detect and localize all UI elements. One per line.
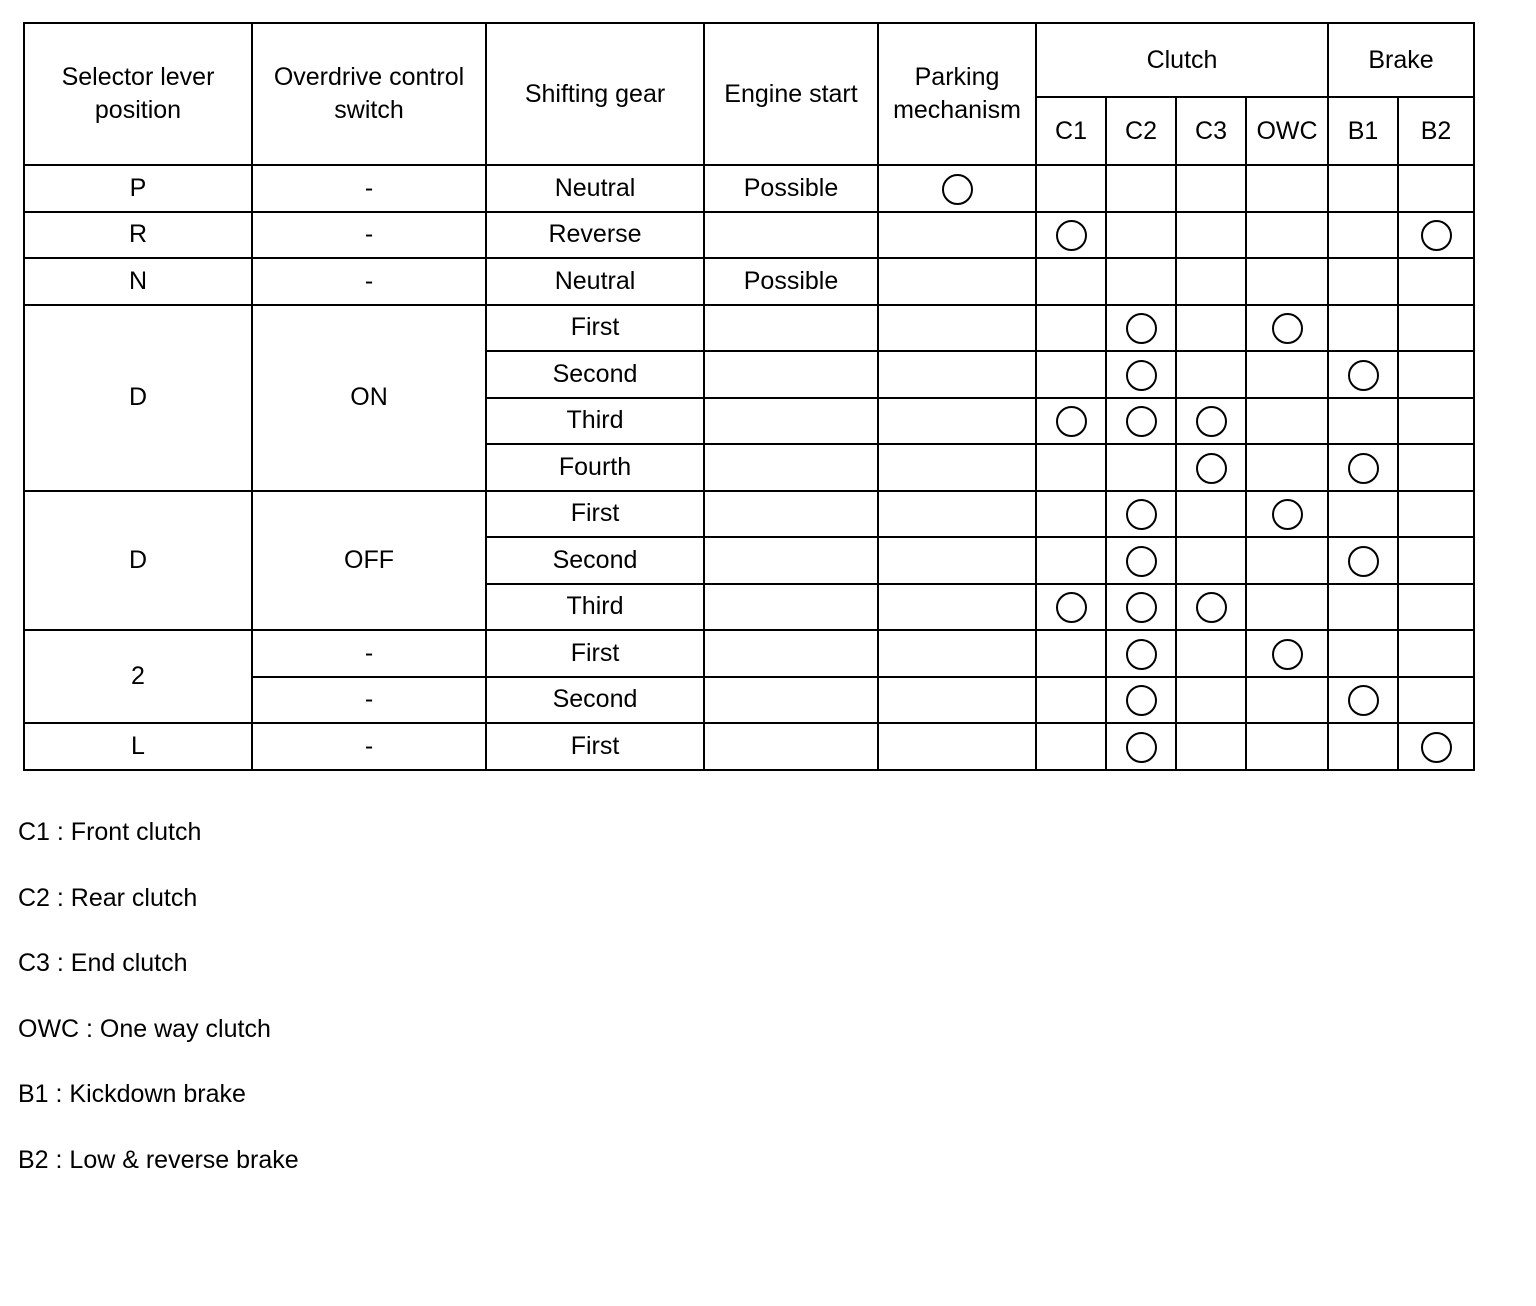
engaged-circle-mark: [1056, 406, 1087, 437]
mark-cell-c1: [1036, 444, 1106, 491]
shifting-gear-cell: Neutral: [486, 258, 704, 305]
parking-mechanism-cell: [878, 351, 1036, 398]
header-engine-start: Engine start: [704, 23, 878, 165]
header-owc: OWC: [1246, 97, 1328, 165]
header-parking-mechanism: Parking mechanism: [878, 23, 1036, 165]
overdrive-switch-cell: -: [252, 630, 486, 677]
engine-start-cell: Possible: [704, 258, 878, 305]
mark-cell-c3: [1176, 351, 1246, 398]
mark-cell-b2: [1398, 305, 1474, 352]
header-c2: C2: [1106, 97, 1176, 165]
mark-cell-c2: [1106, 491, 1176, 538]
mark-cell-c2: [1106, 677, 1176, 724]
mark-cell-b2: [1398, 723, 1474, 770]
overdrive-switch-cell: -: [252, 258, 486, 305]
selector-position-cell: N: [24, 258, 252, 305]
engaged-circle-mark: [1272, 499, 1303, 530]
mark-cell-c2: [1106, 444, 1176, 491]
mark-cell-c3: [1176, 165, 1246, 212]
mark-cell-c3: [1176, 723, 1246, 770]
overdrive-switch-cell: ON: [252, 305, 486, 491]
mark-cell-c3: [1176, 398, 1246, 445]
table-row: [24, 491, 1474, 538]
mark-cell-b1: [1328, 351, 1398, 398]
engaged-circle-mark: [1126, 546, 1157, 577]
selector-position-cell: D: [24, 491, 252, 631]
engaged-circle-mark: [1421, 220, 1452, 251]
mark-cell-c2: [1106, 305, 1176, 352]
mark-cell-owc: [1246, 584, 1328, 631]
header-clutch: Clutch: [1036, 23, 1328, 97]
engaged-circle-mark: [1056, 592, 1087, 623]
mark-cell-c1: [1036, 212, 1106, 259]
engine-start-cell: [704, 305, 878, 352]
engine-start-cell: Possible: [704, 165, 878, 212]
parking-mechanism-cell: [878, 677, 1036, 724]
parking-mechanism-cell: [878, 491, 1036, 538]
mark-cell-c1: [1036, 630, 1106, 677]
shifting-gear-cell: Third: [486, 398, 704, 445]
overdrive-switch-cell: -: [252, 212, 486, 259]
mark-cell-c3: [1176, 537, 1246, 584]
table-row: [24, 258, 1474, 305]
shifting-gear-cell: Third: [486, 584, 704, 631]
engine-start-cell: [704, 677, 878, 724]
mark-cell-c3: [1176, 258, 1246, 305]
engaged-circle-mark: [1196, 592, 1227, 623]
mark-cell-b1: [1328, 258, 1398, 305]
overdrive-switch-cell: OFF: [252, 491, 486, 631]
mark-cell-b2: [1398, 258, 1474, 305]
engine-start-cell: [704, 584, 878, 631]
mark-cell-b2: [1398, 677, 1474, 724]
legend-item-c1: C1 : Front clutch: [18, 818, 202, 846]
mark-cell-c1: [1036, 723, 1106, 770]
engine-start-cell: [704, 630, 878, 677]
mark-cell-b1: [1328, 630, 1398, 677]
mark-cell-owc: [1246, 537, 1328, 584]
overdrive-switch-cell: -: [252, 723, 486, 770]
engaged-circle-mark: [1126, 639, 1157, 670]
mark-cell-b2: [1398, 212, 1474, 259]
parking-mechanism-cell: [878, 398, 1036, 445]
legend-item-owc: OWC : One way clutch: [18, 1014, 271, 1043]
shifting-gear-cell: Second: [486, 537, 704, 584]
table-body: [24, 165, 1474, 770]
mark-cell-owc: [1246, 398, 1328, 445]
legend-item-c3: C3 : End clutch: [18, 949, 188, 977]
header-b2: B2: [1398, 97, 1474, 165]
mark-cell-c2: [1106, 584, 1176, 631]
mark-cell-b1: [1328, 212, 1398, 259]
mark-cell-c2: [1106, 258, 1176, 305]
engaged-circle-mark: [1272, 639, 1303, 670]
mark-cell-owc: [1246, 677, 1328, 724]
selector-position-cell: D: [24, 305, 252, 491]
mark-cell-c1: [1036, 305, 1106, 352]
header-b1: B1: [1328, 97, 1398, 165]
engaged-circle-mark: [1348, 453, 1379, 484]
engine-start-cell: [704, 491, 878, 538]
legend-item-c2: C2 : Rear clutch: [18, 883, 198, 912]
mark-cell-b1: [1328, 444, 1398, 491]
selector-position-cell: P: [24, 165, 252, 212]
engaged-circle-mark: [1348, 685, 1379, 716]
selector-position-cell: 2: [24, 630, 252, 723]
table-row: [24, 212, 1474, 259]
mark-cell-c3: [1176, 212, 1246, 259]
parking-mechanism-cell: [878, 723, 1036, 770]
mark-cell-b2: [1398, 491, 1474, 538]
selector-position-cell: L: [24, 723, 252, 770]
mark-cell-b1: [1328, 537, 1398, 584]
shifting-gear-cell: Second: [486, 677, 704, 724]
mark-cell-owc: [1246, 258, 1328, 305]
overdrive-switch-cell: -: [252, 165, 486, 212]
mark-cell-c3: [1176, 630, 1246, 677]
engine-start-cell: [704, 537, 878, 584]
mark-cell-owc: [1246, 165, 1328, 212]
table-row: [24, 723, 1474, 770]
mark-cell-b1: [1328, 677, 1398, 724]
overdrive-switch-cell: -: [252, 677, 486, 724]
mark-cell-c2: [1106, 165, 1176, 212]
selector-position-cell: R: [24, 212, 252, 259]
legend-list: [18, 815, 299, 1208]
legend-item-b1: B1 : Kickdown brake: [18, 1080, 246, 1108]
mark-cell-c3: [1176, 444, 1246, 491]
mark-cell-b1: [1328, 584, 1398, 631]
mark-cell-c3: [1176, 491, 1246, 538]
engaged-circle-mark: [1126, 499, 1157, 530]
engaged-circle-mark: [1126, 732, 1157, 763]
mark-cell-owc: [1246, 630, 1328, 677]
mark-cell-b1: [1328, 723, 1398, 770]
mark-cell-owc: [1246, 491, 1328, 538]
mark-cell-b1: [1328, 398, 1398, 445]
table-row: [24, 165, 1474, 212]
shifting-gear-cell: Second: [486, 351, 704, 398]
mark-cell-c2: [1106, 537, 1176, 584]
mark-cell-b2: [1398, 165, 1474, 212]
engaged-circle-mark: [1196, 453, 1227, 484]
mark-cell-c2: [1106, 723, 1176, 770]
engaged-circle-mark: [1056, 220, 1087, 251]
header-c3: C3: [1176, 97, 1246, 165]
engine-start-cell: [704, 444, 878, 491]
mark-cell-owc: [1246, 212, 1328, 259]
parking-mechanism-cell: [878, 165, 1036, 212]
mark-cell-c1: [1036, 584, 1106, 631]
shifting-gear-cell: Reverse: [486, 212, 704, 259]
engaged-circle-mark: [1126, 406, 1157, 437]
mark-cell-c1: [1036, 677, 1106, 724]
engaged-circle-mark: [1126, 592, 1157, 623]
engaged-circle-mark: [1348, 546, 1379, 577]
engaged-circle-mark: [1348, 360, 1379, 391]
shifting-gear-cell: First: [486, 305, 704, 352]
mark-cell-c1: [1036, 537, 1106, 584]
mark-cell-c1: [1036, 165, 1106, 212]
mark-cell-b2: [1398, 444, 1474, 491]
mark-cell-c3: [1176, 584, 1246, 631]
mark-cell-owc: [1246, 351, 1328, 398]
table-row: [24, 305, 1474, 352]
mark-cell-b1: [1328, 165, 1398, 212]
parking-mechanism-cell: [878, 584, 1036, 631]
mark-cell-owc: [1246, 723, 1328, 770]
parking-mechanism-cell: [878, 258, 1036, 305]
mark-cell-c2: [1106, 351, 1176, 398]
mark-cell-b2: [1398, 351, 1474, 398]
header-selector-lever-position: Selector lever position: [24, 23, 252, 165]
table-row: [24, 630, 1474, 677]
mark-cell-c3: [1176, 677, 1246, 724]
operation-table: [23, 22, 1475, 771]
engine-start-cell: [704, 723, 878, 770]
mark-cell-c2: [1106, 212, 1176, 259]
engaged-circle-mark: [1272, 313, 1303, 344]
shifting-gear-cell: First: [486, 723, 704, 770]
mark-cell-b1: [1328, 305, 1398, 352]
mark-cell-b2: [1398, 537, 1474, 584]
mark-cell-owc: [1246, 444, 1328, 491]
mark-cell-b2: [1398, 584, 1474, 631]
engaged-circle-mark: [1126, 360, 1157, 391]
engine-start-cell: [704, 398, 878, 445]
mark-cell-c2: [1106, 630, 1176, 677]
shifting-gear-cell: Fourth: [486, 444, 704, 491]
engaged-circle-mark: [1126, 685, 1157, 716]
header-brake: Brake: [1328, 23, 1474, 97]
mark-cell-c1: [1036, 491, 1106, 538]
shifting-gear-cell: Neutral: [486, 165, 704, 212]
engaged-circle-mark: [1196, 406, 1227, 437]
shifting-gear-cell: First: [486, 630, 704, 677]
engaged-circle-mark: [1421, 732, 1452, 763]
parking-mechanism-cell: [878, 537, 1036, 584]
mark-cell-c1: [1036, 351, 1106, 398]
mark-cell-c1: [1036, 258, 1106, 305]
parking-mechanism-cell: [878, 630, 1036, 677]
header-overdrive-control-switch: Overdrive control switch: [252, 23, 486, 165]
mark-cell-b2: [1398, 630, 1474, 677]
mark-cell-c3: [1176, 305, 1246, 352]
mark-cell-owc: [1246, 305, 1328, 352]
header-shifting-gear: Shifting gear: [486, 23, 704, 165]
legend-item-b2: B2 : Low & reverse brake: [18, 1145, 299, 1174]
mark-cell-c2: [1106, 398, 1176, 445]
mark-cell-c1: [1036, 398, 1106, 445]
engaged-circle-mark: [942, 174, 973, 205]
parking-mechanism-cell: [878, 444, 1036, 491]
engaged-circle-mark: [1126, 313, 1157, 344]
header-c1: C1: [1036, 97, 1106, 165]
engine-start-cell: [704, 212, 878, 259]
mark-cell-b2: [1398, 398, 1474, 445]
mark-cell-b1: [1328, 491, 1398, 538]
parking-mechanism-cell: [878, 305, 1036, 352]
engine-start-cell: [704, 351, 878, 398]
shifting-gear-cell: First: [486, 491, 704, 538]
parking-mechanism-cell: [878, 212, 1036, 259]
